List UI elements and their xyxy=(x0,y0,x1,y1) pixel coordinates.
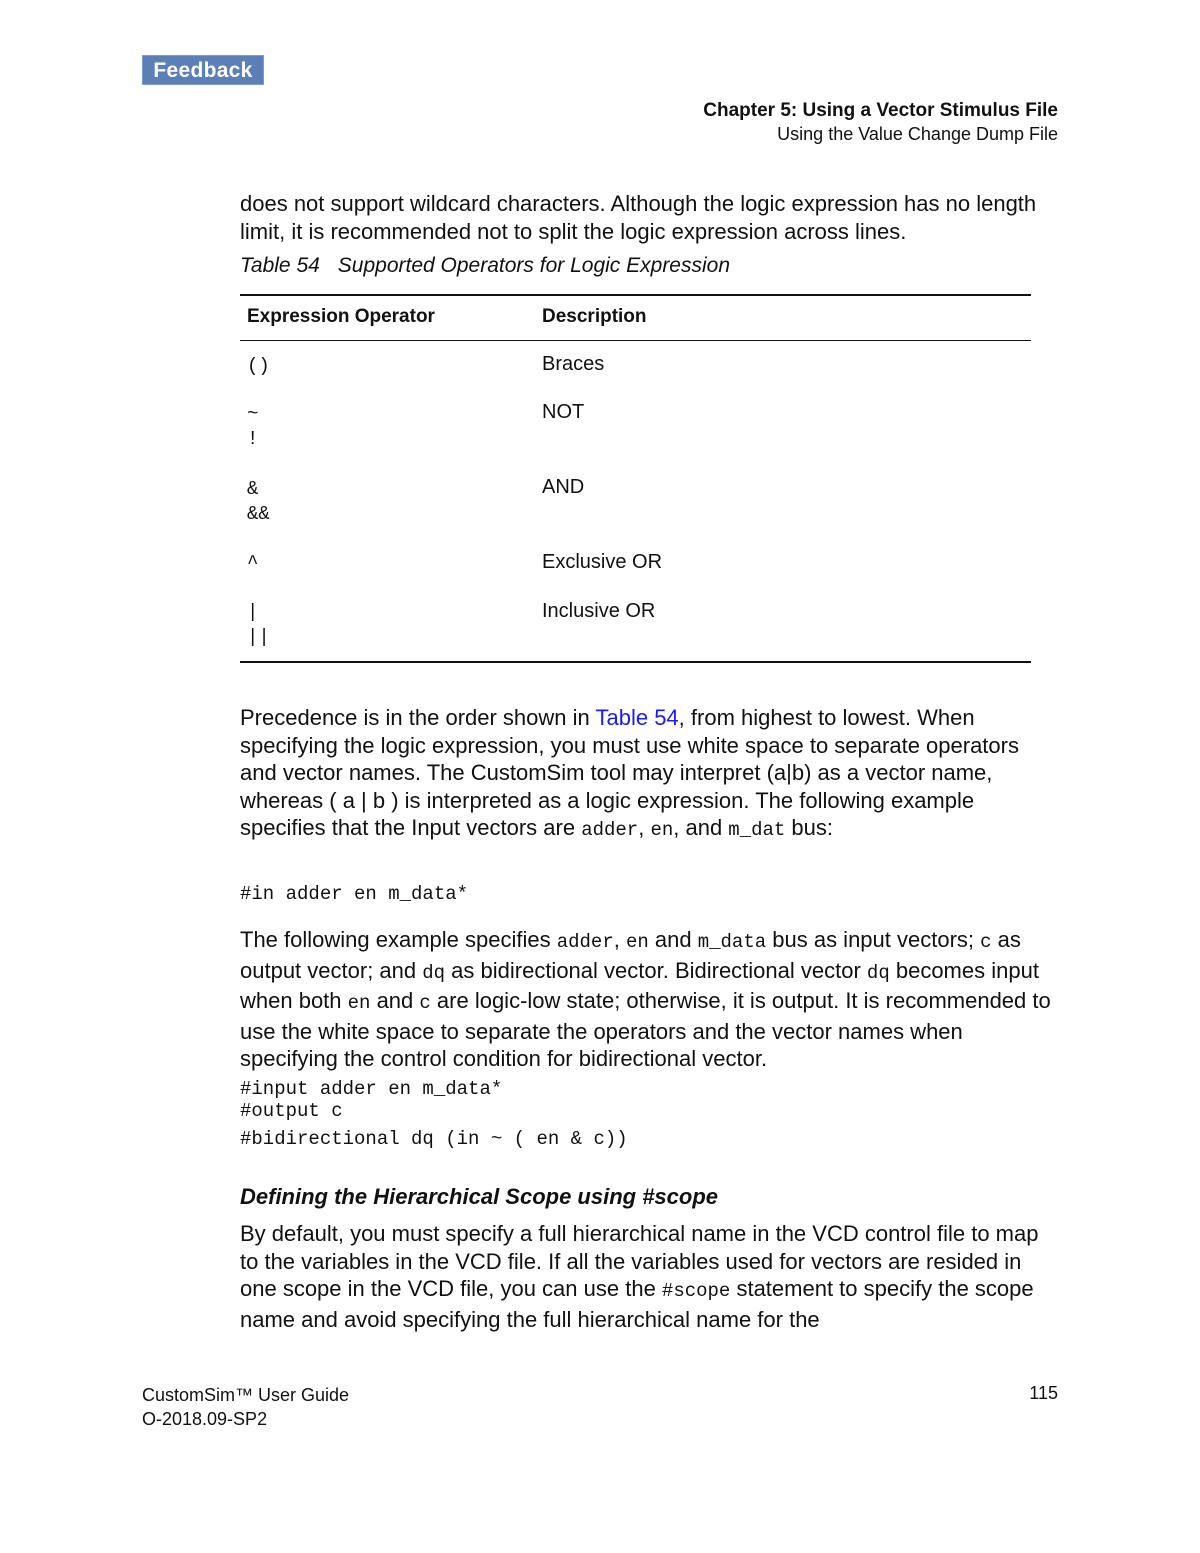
table-caption-number: Table 54 xyxy=(240,254,320,277)
table-row-xor-op: ^ xyxy=(247,552,259,574)
scope-text-1: By default, you must specify a full hierarchical name in the VCD control file to map to the variables in the VCD file. If all the variables used for vectors are resided in one scope in the VCD file, you can use the xyxy=(240,1221,1039,1301)
table-caption-title: Supported Operators for Logic Expression xyxy=(337,254,731,277)
precedence-sep-1: , xyxy=(638,815,651,840)
code-line-input: #input adder en m_data* xyxy=(240,1078,503,1100)
following-text-1: The following example specifies xyxy=(240,927,557,952)
table-row-or-desc: Inclusive OR xyxy=(542,600,656,622)
table-row-and-op-1: & xyxy=(247,478,259,500)
following-text-5: as output vector; and xyxy=(240,927,1021,983)
following-text-4: bus as input vectors; xyxy=(766,927,981,952)
following-text-6: as bidirectional vector. Bidirectional vector xyxy=(445,957,867,983)
table-row-xor-desc: Exclusive OR xyxy=(542,551,663,573)
inline-code-adder-2: adder xyxy=(556,931,614,953)
inline-code-en-3: en xyxy=(347,992,371,1014)
table-row-or-op-2: || xyxy=(247,626,270,648)
table-row-and-op-2: && xyxy=(247,503,270,525)
scope-paragraph xyxy=(240,1220,1060,1333)
code-line-output: #output c xyxy=(240,1100,343,1122)
precedence-text-3: bus: xyxy=(785,815,834,840)
inline-code-adder: adder xyxy=(581,819,639,841)
precedence-sep-2: , and xyxy=(673,815,729,840)
following-text-7: becomes input when both xyxy=(240,957,1039,1013)
precedence-paragraph xyxy=(240,704,1060,845)
table-row-not-op-1: ~ xyxy=(247,403,259,425)
inline-code-m-data: m_data xyxy=(697,931,767,953)
scope-section-heading: Defining the Hierarchical Scope using #scope xyxy=(240,1184,719,1209)
table-top-rule xyxy=(240,294,1031,296)
intro-paragraph: does not support wildcard characters. Although the logic expression has no length limit, it is recommended not to split the logic expression across lines. xyxy=(240,191,1037,244)
footer-guide-info xyxy=(142,1383,349,1431)
table-row-and-desc: AND xyxy=(542,476,585,498)
footer-guide-title: CustomSim™ User Guide xyxy=(142,1385,350,1405)
code-example-input: #in adder en m_data* xyxy=(240,883,469,905)
following-text-2: , xyxy=(613,927,626,952)
table-row-braces-desc: Braces xyxy=(542,353,605,375)
chapter-title: Chapter 5: Using a Vector Stimulus File xyxy=(703,100,1058,121)
inline-code-c-2: c xyxy=(419,992,431,1014)
footer-version: O-2018.09-SP2 xyxy=(142,1409,268,1429)
code-example-io xyxy=(240,1078,502,1122)
table-row-not-desc: NOT xyxy=(542,401,585,423)
bidirectional-paragraph xyxy=(240,926,1060,1073)
page-number: 115 xyxy=(1029,1383,1058,1403)
inline-code-en-2: en xyxy=(625,931,649,953)
scope-text-2: statement to specify the scope name and avoid specifying the full hierarchical name for the xyxy=(240,1276,1034,1332)
table-bottom-rule xyxy=(240,661,1031,663)
inline-code-c: c xyxy=(980,931,992,953)
feedback-button[interactable]: Feedback xyxy=(142,55,264,85)
following-text-9: are logic-low state; otherwise, it is output. It is recommended to use the white space to separate the operators and the vector names when specifying the control condition for bidirectional vector. xyxy=(240,988,1051,1071)
following-text-8: and xyxy=(370,988,420,1013)
inline-code-m-dat: m_dat xyxy=(728,819,786,841)
table-row-or-op-1: | xyxy=(247,601,259,623)
code-example-bidirectional: #bidirectional dq (in ~ ( en & c)) xyxy=(240,1128,628,1150)
inline-code-scope: #scope xyxy=(661,1280,731,1302)
following-text-3: and xyxy=(648,927,698,952)
precedence-text-2: , from highest to lowest. When specifying the logic expression, you must use white space to separate operators and vector names. The CustomSim tool may interpret (a|b) as a vector name, whereas ( a | b ) is interpreted as a logic expression. The following example specifies that the Input vectors are xyxy=(240,705,1019,840)
section-title: Using the Value Change Dump File xyxy=(777,124,1058,144)
table-header-rule xyxy=(240,340,1031,341)
table-row-braces-op: () xyxy=(247,355,270,377)
table-row-not-op-2: ! xyxy=(247,428,259,450)
precedence-text-1: Precedence is in the order shown in xyxy=(240,705,596,730)
table-54-link[interactable]: Table 54 xyxy=(595,705,679,730)
table-header-description: Description xyxy=(542,306,647,327)
inline-code-en: en xyxy=(650,819,674,841)
inline-code-dq: dq xyxy=(422,961,446,984)
table-header-operator: Expression Operator xyxy=(247,306,435,327)
table-caption xyxy=(240,254,730,278)
inline-code-dq-2: dq xyxy=(866,961,890,984)
